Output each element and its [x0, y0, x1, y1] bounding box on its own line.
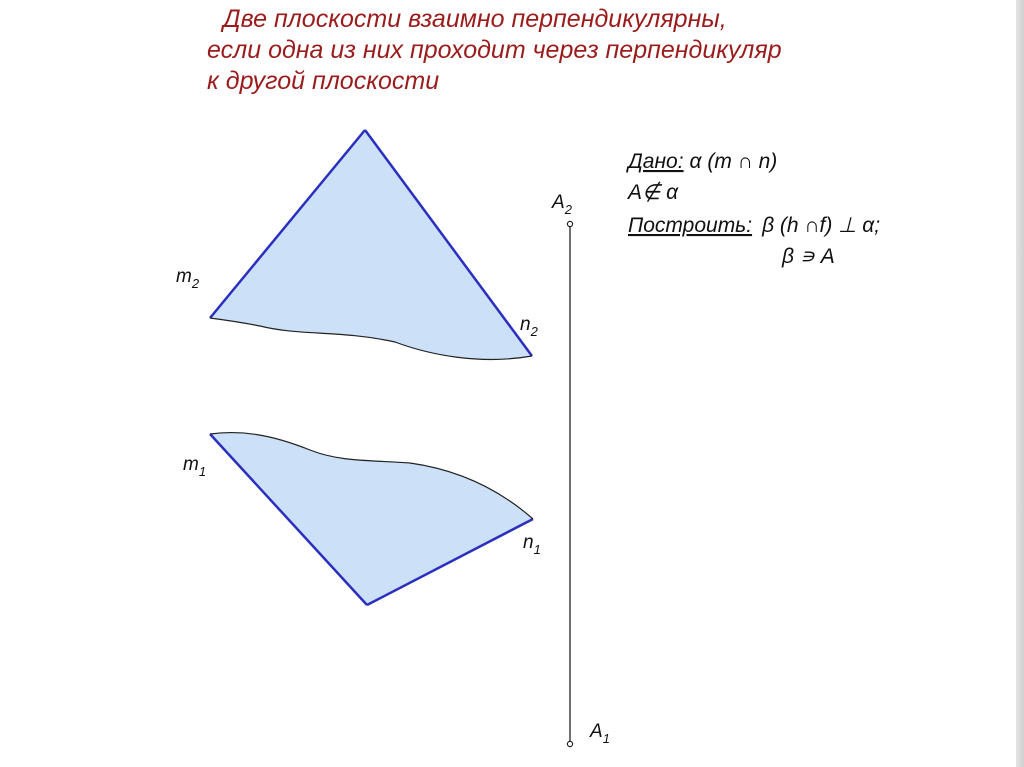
- point-A1: [567, 741, 572, 746]
- title-line-2: если одна из них проходит через перпендикуляр: [207, 36, 782, 64]
- title-line-3: к другой плоскости: [207, 67, 440, 95]
- plane-projection-1: [210, 433, 533, 605]
- label-n2: $n_2$: [520, 314, 538, 339]
- construct-line: Построить: β (h ∩f) ⊥ α;: [628, 214, 881, 237]
- point-A2: [567, 221, 572, 226]
- label-n1: $n_1$: [523, 532, 541, 557]
- label-m1: $m_1$: [183, 454, 207, 479]
- construct-line-2: β ∍ A: [782, 245, 835, 268]
- given-line: Дано: α (m ∩ n): [628, 150, 778, 173]
- label-A1: $A_1$: [590, 721, 610, 746]
- slide-edge: [1016, 0, 1024, 767]
- title-line-1: Две плоскости взаимно перпендикулярны,: [223, 5, 727, 33]
- label-A2: $A_2$: [552, 192, 572, 217]
- plane-projection-2: [210, 130, 532, 359]
- label-m2: $m_2$: [176, 266, 200, 291]
- given-point: A∉ α: [628, 181, 679, 204]
